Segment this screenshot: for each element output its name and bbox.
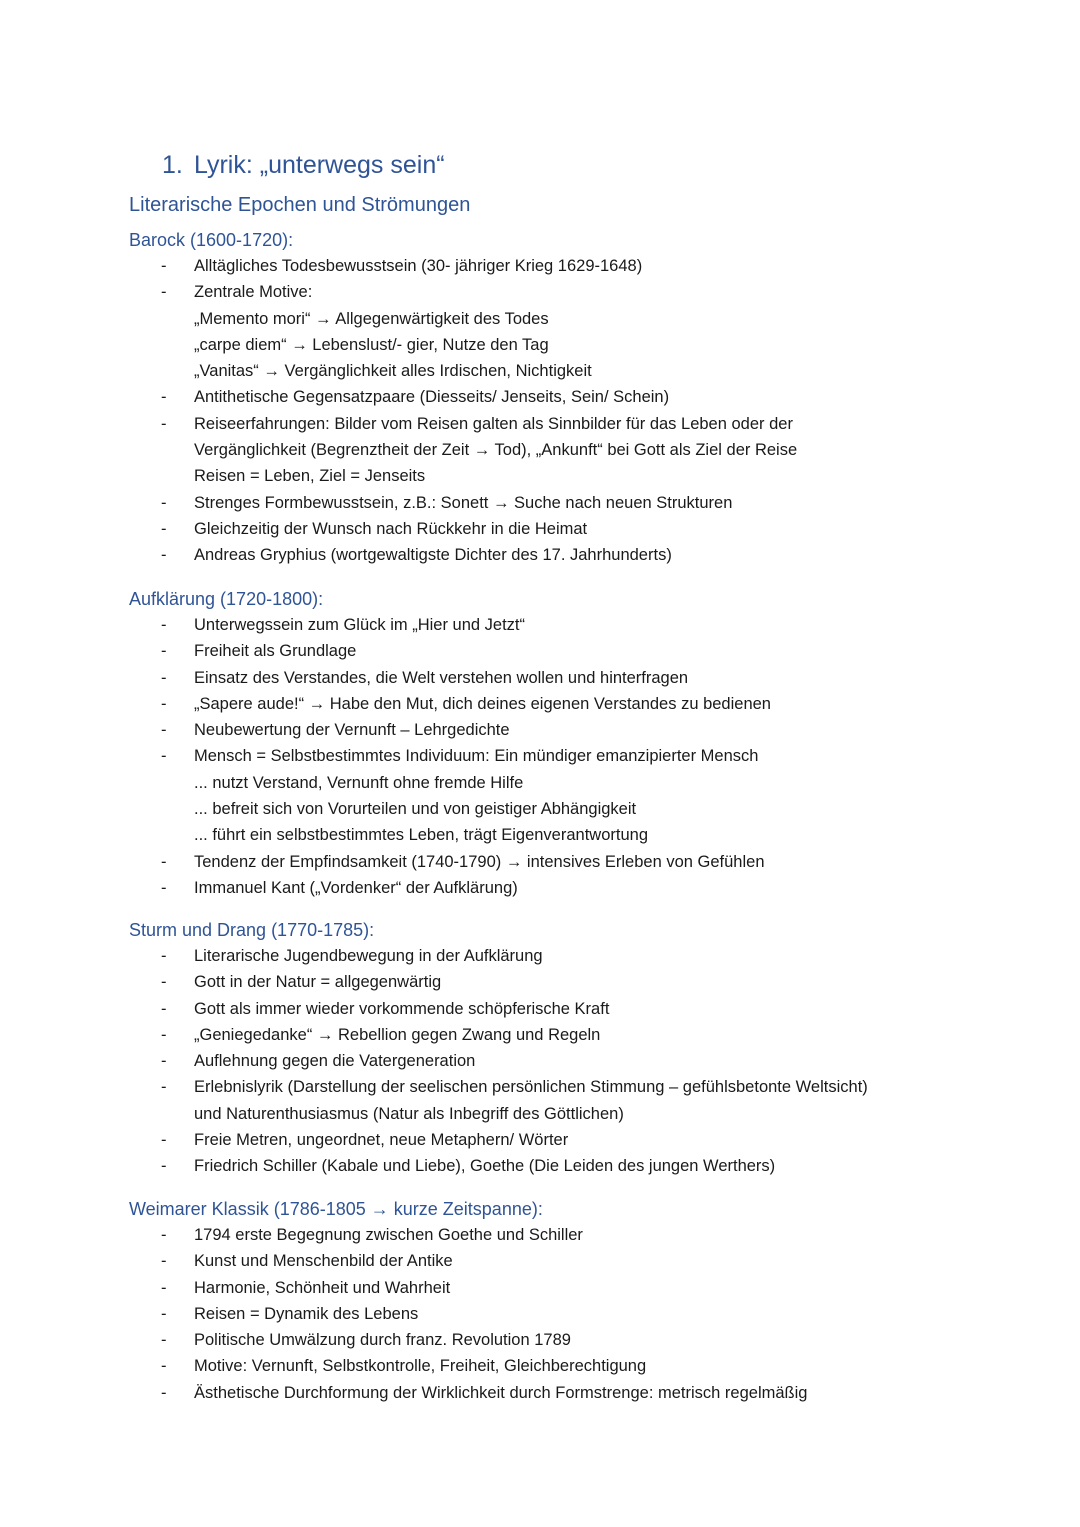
bullet-dash-icon: - (161, 642, 167, 661)
list-item (129, 743, 1029, 848)
list-item (129, 1153, 1029, 1179)
bullet-dash-icon: - (161, 1383, 167, 1402)
list-item (129, 384, 1029, 410)
list-item (129, 1301, 1029, 1327)
list-item (129, 542, 1029, 568)
list-item (129, 849, 1029, 875)
list-item (129, 490, 1029, 516)
bullet-list (129, 612, 1029, 901)
list-item (129, 1074, 1029, 1127)
bullet-dash-icon: - (161, 1157, 167, 1176)
list-item-line: Vergänglichkeit (Begrenztheit der Zeit → Tod), „Ankunft“ bei Gott als Ziel der Reise (194, 441, 798, 460)
list-item-line: Erlebnislyrik (Darstellung der seelischen persönlichen Stimmung – gefühlsbetonte Weltsicht) (194, 1078, 868, 1097)
bullet-dash-icon: - (161, 493, 167, 512)
list-item-line: „Sapere aude!“ → Habe den Mut, dich deines eigenen Verstandes zu bedienen (194, 694, 771, 713)
list-item (129, 279, 1029, 384)
list-item-line: Reiseerfahrungen: Bilder vom Reisen galten als Sinnbilder für das Leben oder der (194, 414, 793, 433)
bullet-list (129, 1222, 1029, 1406)
bullet-dash-icon: - (161, 747, 167, 766)
list-item (129, 612, 1029, 638)
bullet-dash-icon: - (161, 1357, 167, 1376)
list-item-line: Freie Metren, ungeordnet, neue Metaphern/ Wörter (194, 1131, 569, 1150)
list-item-line: und Naturenthusiasmus (Natur als Inbegriff des Göttlichen) (194, 1104, 624, 1123)
list-item (129, 1222, 1029, 1248)
section-heading: Sturm und Drang (1770-1785): (129, 920, 375, 940)
list-item-line: Reisen = Leben, Ziel = Jenseits (194, 467, 426, 486)
bullet-dash-icon: - (161, 878, 167, 897)
list-item-line: Reisen = Dynamik des Lebens (194, 1304, 419, 1323)
bullet-dash-icon: - (161, 546, 167, 565)
bullet-dash-icon: - (161, 388, 167, 407)
list-item-line: Tendenz der Empfindsamkeit (1740-1790) → intensives Erleben von Gefühlen (194, 852, 765, 871)
list-item (129, 875, 1029, 901)
list-item-line: Unterwegssein zum Glück im „Hier und Jetzt“ (194, 616, 526, 634)
section-3 (129, 1196, 1029, 1406)
bullet-dash-icon: - (161, 852, 167, 871)
list-item (129, 1048, 1029, 1074)
list-item-line: Gott als immer wieder vorkommende schöpferische Kraft (194, 999, 610, 1018)
bullet-dash-icon: - (161, 616, 167, 634)
list-item-line: „Geniegedanke“ → Rebellion gegen Zwang und Regeln (194, 1025, 601, 1044)
section-2 (129, 917, 1029, 1180)
list-item-line: Ästhetische Durchformung der Wirklichkeit durch Formstrenge: metrisch regelmäßig (194, 1383, 808, 1402)
list-item-line: „Vanitas“ → Vergänglichkeit alles Irdischen, Nichtigkeit (194, 362, 592, 381)
bullet-dash-icon: - (161, 1025, 167, 1044)
bullet-dash-icon: - (161, 1131, 167, 1150)
section-heading: Barock (1600-1720): (129, 230, 294, 250)
list-item (129, 1248, 1029, 1274)
bullet-dash-icon: - (161, 668, 167, 687)
bullet-dash-icon: - (161, 257, 167, 275)
title-number: 1. (162, 151, 183, 179)
list-item (129, 665, 1029, 691)
list-item (129, 969, 1029, 995)
list-item-line: Literarische Jugendbewegung in der Aufklärung (194, 947, 543, 965)
bullet-dash-icon: - (161, 947, 167, 965)
list-item-line: Kunst und Menschenbild der Antike (194, 1252, 453, 1271)
list-item-line: Andreas Gryphius (wortgewaltigste Dichter des 17. Jahrhunderts) (194, 546, 672, 565)
bullet-dash-icon: - (161, 1278, 167, 1297)
list-item (129, 253, 1029, 279)
list-item-line: Gott in der Natur = allgegenwärtig (194, 973, 442, 992)
bullet-dash-icon: - (161, 1226, 167, 1244)
list-item (129, 1275, 1029, 1301)
list-item-line: Zentrale Motive: (194, 283, 313, 302)
list-item-line: Gleichzeitig der Wunsch nach Rückkehr in die Heimat (194, 519, 588, 538)
list-item (129, 516, 1029, 542)
bullet-dash-icon: - (161, 414, 167, 433)
list-item-line: Alltägliches Todesbewusstsein (30- jähriger Krieg 1629-1648) (194, 257, 643, 275)
title-text: Lyrik: „unterwegs sein“ (194, 151, 445, 179)
list-item-line: Mensch = Selbstbestimmtes Individuum: Ein mündiger emanzipierter Mensch (194, 747, 759, 766)
bullet-dash-icon: - (161, 721, 167, 740)
list-item (129, 1327, 1029, 1353)
bullet-dash-icon: - (161, 973, 167, 992)
list-item-line: ... nutzt Verstand, Vernunft ohne fremde Hilfe (194, 773, 524, 792)
list-item (129, 1127, 1029, 1153)
bullet-dash-icon: - (161, 1252, 167, 1271)
bullet-dash-icon: - (161, 694, 167, 713)
list-item-line: ... führt ein selbstbestimmtes Leben, trägt Eigenverantwortung (194, 826, 648, 845)
list-item (129, 996, 1029, 1022)
list-item-line: Strenges Formbewusstsein, z.B.: Sonett → Suche nach neuen Strukturen (194, 493, 733, 512)
list-item-line: 1794 erste Begegnung zwischen Goethe und Schiller (194, 1226, 583, 1244)
list-item (129, 411, 1029, 490)
list-item-line: Neubewertung der Vernunft – Lehrgedichte (194, 721, 510, 740)
bullet-dash-icon: - (161, 1304, 167, 1323)
bullet-dash-icon: - (161, 999, 167, 1018)
list-item (129, 943, 1029, 969)
section-heading: Weimarer Klassik (1786-1805 → kurze Zeitspanne): (129, 1199, 543, 1219)
list-item-line: „carpe diem“ → Lebenslust/- gier, Nutze den Tag (194, 335, 549, 354)
list-item-line: Einsatz des Verstandes, die Welt verstehen wollen und hinterfragen (194, 668, 689, 687)
list-item (129, 1022, 1029, 1048)
list-item-line: Politische Umwälzung durch franz. Revolution 1789 (194, 1331, 571, 1350)
list-item-line: „Memento mori“ → Allgegenwärtigkeit des Todes (194, 309, 549, 328)
section-0 (129, 227, 1029, 569)
list-item-line: ... befreit sich von Vorurteilen und von geistiger Abhängigkeit (194, 800, 637, 819)
bullet-dash-icon: - (161, 283, 167, 302)
list-item-line: Immanuel Kant („Vordenker“ der Aufklärung) (194, 878, 518, 897)
page-title (162, 151, 445, 180)
list-item-line: Friedrich Schiller (Kabale und Liebe), Goethe (Die Leiden des jungen Werthers) (194, 1157, 776, 1176)
list-item (129, 638, 1029, 664)
section-1 (129, 586, 1029, 901)
page-subtitle: Literarische Epochen und Strömungen (129, 194, 471, 216)
list-item (129, 691, 1029, 717)
bullet-dash-icon: - (161, 1078, 167, 1097)
bullet-list (129, 943, 1029, 1180)
list-item (129, 1380, 1029, 1406)
section-heading: Aufklärung (1720-1800): (129, 589, 324, 609)
bullet-dash-icon: - (161, 1052, 167, 1071)
list-item-line: Antithetische Gegensatzpaare (Diesseits/ Jenseits, Sein/ Schein) (194, 388, 670, 407)
bullet-dash-icon: - (161, 1331, 167, 1350)
list-item (129, 1353, 1029, 1379)
list-item-line: Freiheit als Grundlage (194, 642, 357, 661)
bullet-list (129, 253, 1029, 569)
list-item-line: Harmonie, Schönheit und Wahrheit (194, 1278, 451, 1297)
bullet-dash-icon: - (161, 519, 167, 538)
list-item (129, 717, 1029, 743)
list-item-line: Auflehnung gegen die Vatergeneration (194, 1052, 476, 1071)
list-item-line: Motive: Vernunft, Selbstkontrolle, Freiheit, Gleichberechtigung (194, 1357, 647, 1376)
